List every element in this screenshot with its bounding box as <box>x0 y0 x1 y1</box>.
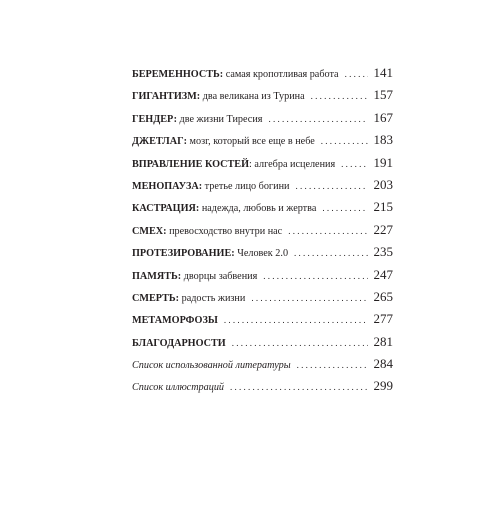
toc-entry-subtitle: самая кропотливая работа <box>223 69 339 80</box>
toc-entry-subtitle: третье лицо богини <box>202 180 290 192</box>
toc-entry-page-number: 265 <box>373 288 393 304</box>
dot-leader <box>268 114 368 124</box>
toc-entry-page-number: 235 <box>373 244 393 260</box>
toc-entry-page-number: 284 <box>373 356 393 372</box>
toc-entry <box>132 244 393 266</box>
toc-entry <box>132 199 393 221</box>
toc-entry-page-number: 157 <box>373 87 393 103</box>
toc-entry-heading: БЕРЕМЕННОСТЬ: <box>132 69 224 80</box>
dot-leader <box>311 91 368 101</box>
toc-entry-heading: ГИГАНТИЗМ: <box>132 91 201 103</box>
toc-entry-subtitle: Список иллюстраций <box>132 382 225 394</box>
toc-entry <box>132 177 393 199</box>
toc-entry <box>132 222 393 244</box>
toc-entry-heading: БЛАГОДАРНОСТИ <box>132 337 226 349</box>
toc-entry <box>132 356 393 378</box>
toc-entry-subtitle: радость жизни <box>179 292 246 304</box>
toc-entry-subtitle: Человек 2.0 <box>234 248 289 260</box>
toc-entry-heading: ВПРАВЛЕНИЕ КОСТЕЙ <box>132 158 250 170</box>
toc-entry-page-number: 299 <box>373 378 393 394</box>
dot-leader <box>297 360 368 370</box>
toc-entry-page-number: 215 <box>373 199 393 215</box>
toc-entry <box>132 132 393 154</box>
toc-entry <box>132 378 393 400</box>
dot-leader <box>294 248 368 258</box>
toc-entry-subtitle: : алгебра исцеления <box>249 158 336 170</box>
toc-entry-subtitle: дворцы забвения <box>181 270 258 282</box>
toc-entry <box>132 155 393 177</box>
toc-entry-page-number: 281 <box>373 333 393 349</box>
toc-entry-subtitle: мозг, который все еще в небе <box>187 136 315 148</box>
toc-entry-page-number: 167 <box>373 109 393 125</box>
toc-entry-page-number: 247 <box>373 266 393 282</box>
toc-entry-page-number: 191 <box>373 154 393 170</box>
toc-entry-heading: ГЕНДЕР: <box>132 113 177 125</box>
dot-leader <box>263 271 368 281</box>
toc-entry-heading: СМЕХ: <box>132 225 167 237</box>
toc-entry-subtitle: надежда, любовь и жертва <box>199 203 317 215</box>
toc-entry-subtitle: Список использованной литературы <box>132 360 291 372</box>
toc-entry-page-number: 227 <box>373 221 393 237</box>
dot-leader <box>295 181 368 191</box>
toc-entry-page-number: 277 <box>373 311 393 327</box>
toc-entry <box>132 334 393 356</box>
toc-entry <box>132 87 393 109</box>
table-of-contents <box>132 65 393 401</box>
dot-leader <box>321 136 368 146</box>
toc-entry-heading: МЕНОПАУЗА: <box>132 180 203 192</box>
toc-entry-heading: СМЕРТЬ: <box>132 292 180 304</box>
dot-leader <box>322 203 368 213</box>
dot-leader <box>251 293 368 303</box>
toc-entry <box>132 65 393 87</box>
toc-entry-subtitle: два великана из Турина <box>200 91 305 103</box>
toc-entry-heading: ПРОТЕЗИРОВАНИЕ: <box>132 248 235 260</box>
toc-entry-heading: КАСТРАЦИЯ: <box>132 203 200 215</box>
dot-leader <box>232 338 368 348</box>
toc-entry-heading: МЕТАМОРФОЗЫ <box>132 315 218 327</box>
toc-entry-page-number: 183 <box>373 132 393 148</box>
toc-entry-page-number: 203 <box>373 176 393 192</box>
toc-entry-page-number: 141 <box>373 65 393 80</box>
toc-entry-heading: ДЖЕТЛАГ: <box>132 136 187 148</box>
toc-entry-heading: ПАМЯТЬ: <box>132 270 182 282</box>
toc-entry <box>132 110 393 132</box>
dot-leader <box>345 69 368 79</box>
toc-entry <box>132 289 393 311</box>
dot-leader <box>224 315 368 325</box>
toc-entry <box>132 267 393 289</box>
toc-entry <box>132 311 393 333</box>
dot-leader <box>230 382 368 392</box>
dot-leader <box>341 159 368 169</box>
toc-entry-subtitle: превосходство внутри нас <box>166 225 283 237</box>
toc-entry-subtitle: две жизни Тиресия <box>177 113 263 125</box>
dot-leader <box>288 226 368 236</box>
